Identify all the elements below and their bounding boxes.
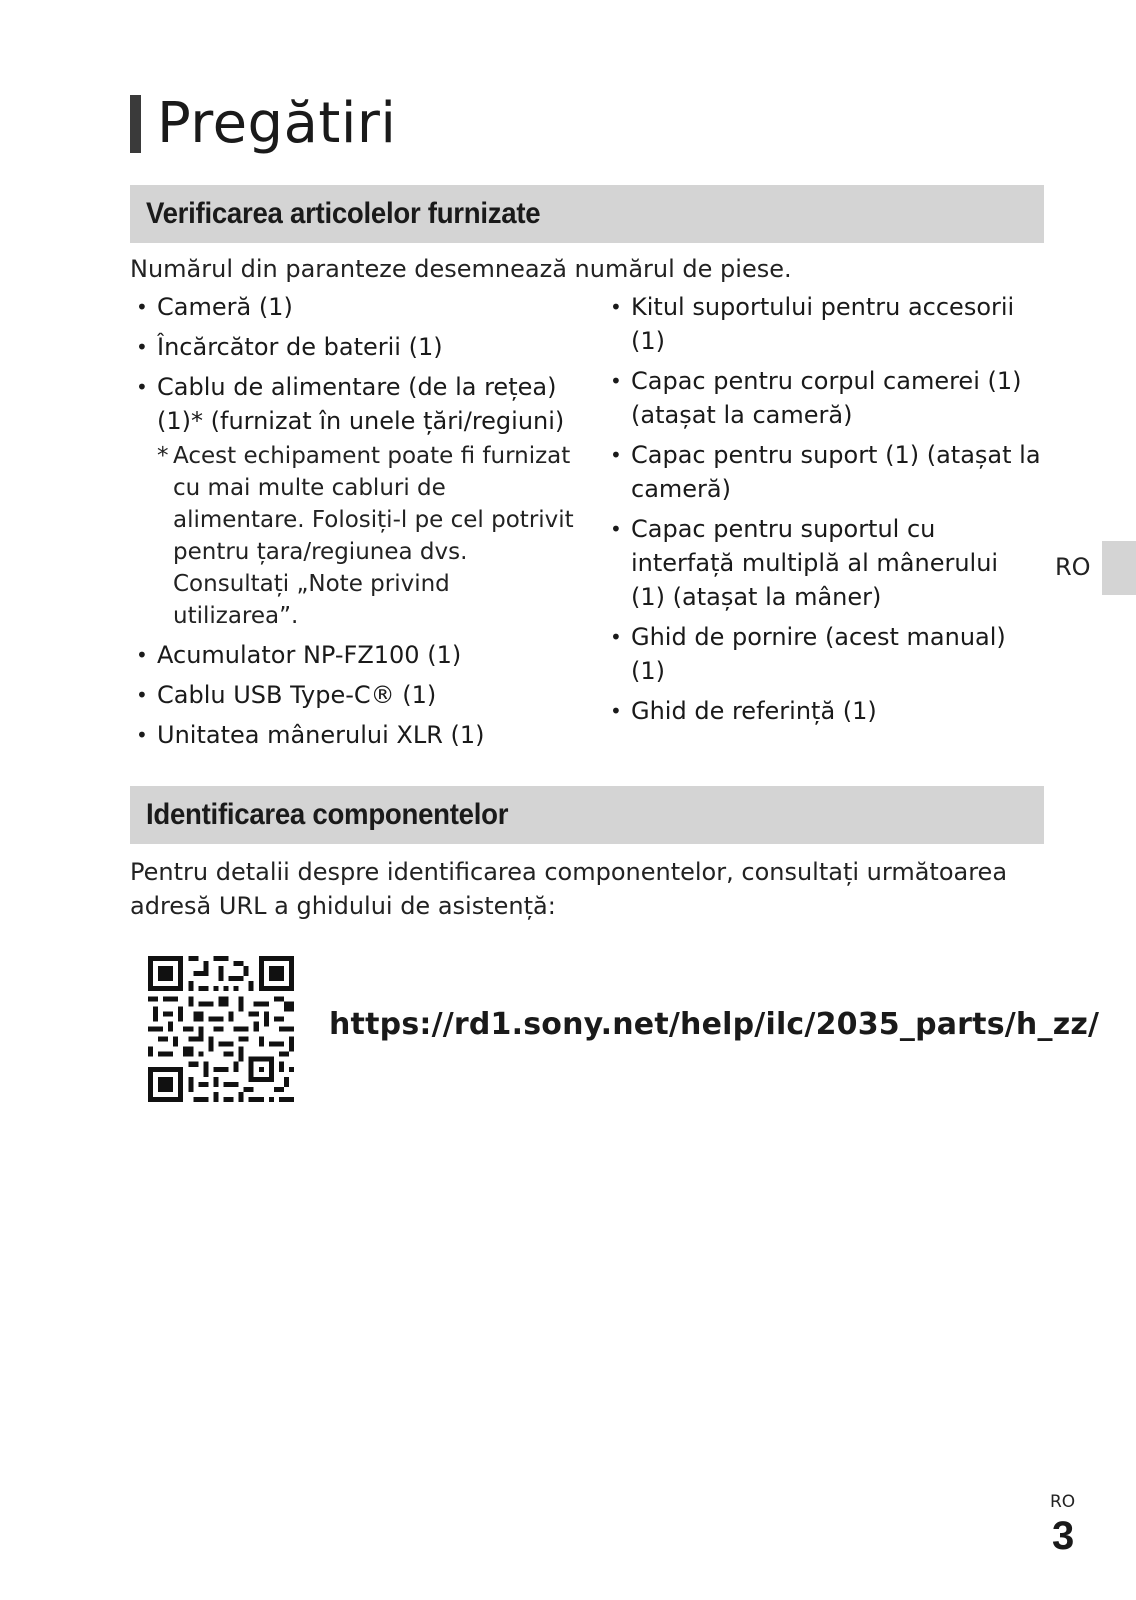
list-item: • Unitatea mânerului XLR (1) (130, 718, 580, 752)
bullet: • (136, 295, 148, 319)
list-item: • Ghid de referință (1) (604, 694, 1044, 728)
supplied-items-right-column (604, 290, 1044, 734)
components-intro: Pentru detalii despre identificarea componentelor, consultați următoarea adresă URL a ghidului de asistență: (130, 858, 1008, 920)
power-cord-note (157, 440, 580, 632)
qr-code (148, 956, 294, 1102)
bullet: • (610, 443, 622, 467)
bullet: • (610, 295, 622, 319)
list-item: • Ghid de pornire (acest manual) (1) (604, 620, 1044, 688)
bullet: • (136, 643, 148, 667)
supplied-items-intro: Numărul din paranteze desemnează numărul de piese. (130, 255, 792, 283)
page-title: Pregătiri (157, 91, 397, 156)
bullet: • (610, 625, 622, 649)
page-number: 3 (1052, 1514, 1075, 1558)
bullet: • (136, 723, 148, 747)
side-language-tab (1102, 541, 1136, 595)
list-item: • Capac pentru corpul camerei (1) (atașat la cameră) (604, 364, 1044, 432)
note-text: Acest echipament poate fi furnizat cu mai multe cabluri de alimentare. Folosiți-l pe cel potrivit pentru țara/regiunea dvs. Consultați „Note privind utilizarea”. (173, 443, 574, 629)
list-item: • Cameră (1) (130, 290, 580, 324)
list-item: • Kitul suportului pentru accesorii (1) (604, 290, 1044, 358)
section-header-components (130, 786, 1044, 844)
list-item: • Încărcător de baterii (1) (130, 330, 580, 364)
bullet: • (136, 375, 148, 399)
section-header-supplied-items (130, 185, 1044, 243)
bullet: • (610, 369, 622, 393)
footer-language-label: RO (1050, 1492, 1076, 1512)
page-title-block (130, 92, 397, 156)
bullet: • (136, 335, 148, 359)
list-item: • Cablu de alimentare (de la rețea) (1)* (furnizat în unele țări/regiuni) (130, 370, 580, 438)
list-item: • Cablu USB Type-C® (1) (130, 678, 580, 712)
side-language-label: RO (1055, 553, 1091, 581)
note-asterisk: * (157, 443, 169, 469)
support-guide-url[interactable]: https://rd1.sony.net/help/ilc/2035_parts/h_zz/ (329, 1007, 1100, 1042)
section-title-supplied-items: Verificarea articolelor furnizate (146, 197, 541, 230)
supplied-items-left-column (130, 290, 580, 758)
list-item: • Capac pentru suport (1) (atașat la cameră) (604, 438, 1044, 506)
section-title-components: Identificarea componentelor (146, 798, 509, 831)
list-item: • Capac pentru suportul cu interfață multiplă al mânerului (1) (atașat la mâner) (604, 512, 1044, 614)
title-accent-bar (130, 95, 141, 153)
bullet: • (610, 699, 622, 723)
list-item: • Acumulator NP-FZ100 (1) (130, 638, 580, 672)
bullet: • (610, 517, 622, 541)
bullet: • (136, 683, 148, 707)
